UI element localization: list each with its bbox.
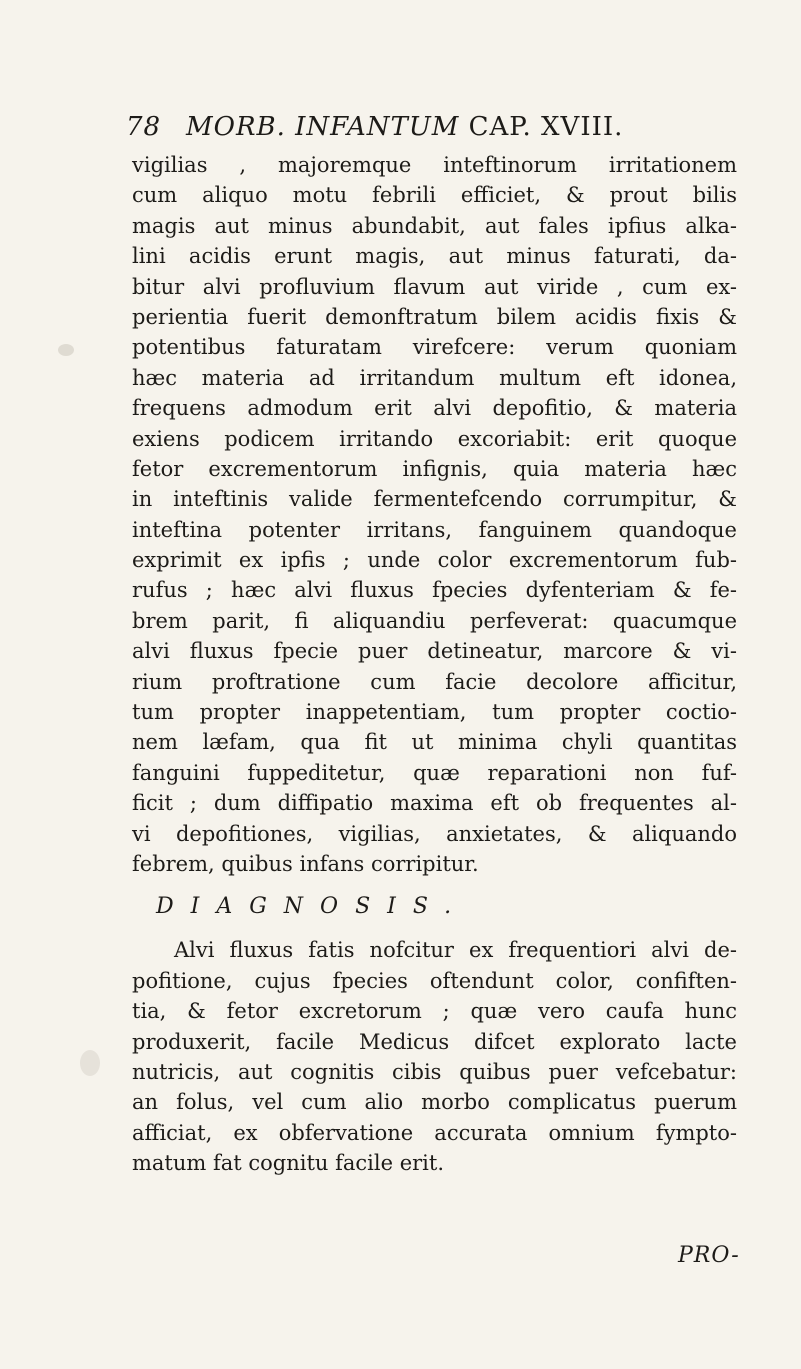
text-line: bitur alvi profluvium flavum aut viride , cum ex- xyxy=(132,274,737,299)
text-line: vigilias , majoremque inteftinorum irritationem xyxy=(132,153,737,177)
paper-stain xyxy=(80,1050,100,1076)
text-line: brem parit, fi aliquandiu perfeverat: quacumque xyxy=(132,608,737,633)
paragraph-symptoms xyxy=(132,150,737,879)
text-line: vi depofitiones, vigilias, anxietates, & aliquando xyxy=(132,821,737,846)
text-line: pofitione, cujus fpecies oftendunt color, confiften- xyxy=(132,968,737,993)
running-head-title: MORB. INFANTUM xyxy=(186,112,460,142)
text-line: ficit ; dum diffipatio maxima eft ob frequentes al- xyxy=(132,791,737,816)
text-line: matum fat cognitu facile erit. xyxy=(132,1151,445,1176)
text-line: nutricis, aut cognitis cibis quibus puer vefcebatur: xyxy=(132,1059,737,1084)
paragraph-diagnosis xyxy=(132,935,737,1178)
text-line: inteftina potenter irritans, fanguinem quandoque xyxy=(132,517,737,542)
text-line: fetor excrementorum infignis, quia materia hæc xyxy=(132,456,737,481)
text-line: frequens admodum erit alvi depofitio, & materia xyxy=(132,396,737,421)
text-line: tum propter inappetentiam, tum propter coctio- xyxy=(132,700,737,725)
text-line: nem læfam, qua fit ut minima chyli quantitas xyxy=(132,730,737,755)
text-line: an folus, vel cum alio morbo complicatus puerum xyxy=(132,1090,737,1115)
text-line: afficiat, ex obfervatione accurata omnium fympto- xyxy=(132,1120,737,1145)
text-line: tia, & fetor excretorum ; quæ vero caufa hunc xyxy=(132,999,737,1024)
catchword: PRO- xyxy=(678,1243,740,1268)
page-number: 78 xyxy=(126,112,162,142)
text-line: perientia fuerit demonftratum bilem acidis fixis & xyxy=(132,304,737,329)
text-line: lini acidis erunt magis, aut minus faturati, da- xyxy=(132,244,737,269)
section-heading-diagnosis: DIAGNOSIS. xyxy=(156,894,469,920)
text-line: fanguini fuppeditetur, quæ reparationi non fuf- xyxy=(132,760,737,785)
page-header xyxy=(126,112,726,152)
text-line: hæc materia ad irritandum multum eft idonea, xyxy=(132,365,737,390)
text-line: produxerit, facile Medicus difcet explorato lacte xyxy=(132,1029,737,1054)
text-line: rufus ; hæc alvi fluxus fpecies dyfenteriam & fe- xyxy=(132,578,737,603)
paper-stain xyxy=(58,344,74,356)
text-line: magis aut minus abundabit, aut fales ipfius alka- xyxy=(132,213,737,238)
text-line: febrem, quibus infans corripitur. xyxy=(132,851,479,876)
running-head-chapter: CAP. XVIII. xyxy=(468,112,624,142)
text-line: exiens podicem irritando excoriabit: erit quoque xyxy=(132,426,737,451)
text-line: cum aliquo motu febrili efficiet, & prout bilis xyxy=(132,183,737,208)
text-line: rium proftratione cum facie decolore afficitur, xyxy=(132,669,737,694)
text-line: potentibus faturatam virefcere: verum quoniam xyxy=(132,335,737,360)
running-head xyxy=(186,112,623,142)
main-text xyxy=(132,150,737,1179)
text-line: in inteftinis valide fermentefcendo corrumpitur, & xyxy=(132,487,737,512)
text-line: exprimit ex ipfis ; unde color excrementorum fub- xyxy=(132,548,737,573)
text-line: Alvi fluxus fatis nofcitur ex frequentiori alvi de- xyxy=(174,938,737,963)
text-line: alvi fluxus fpecie puer detineatur, marcore & vi- xyxy=(132,639,737,664)
